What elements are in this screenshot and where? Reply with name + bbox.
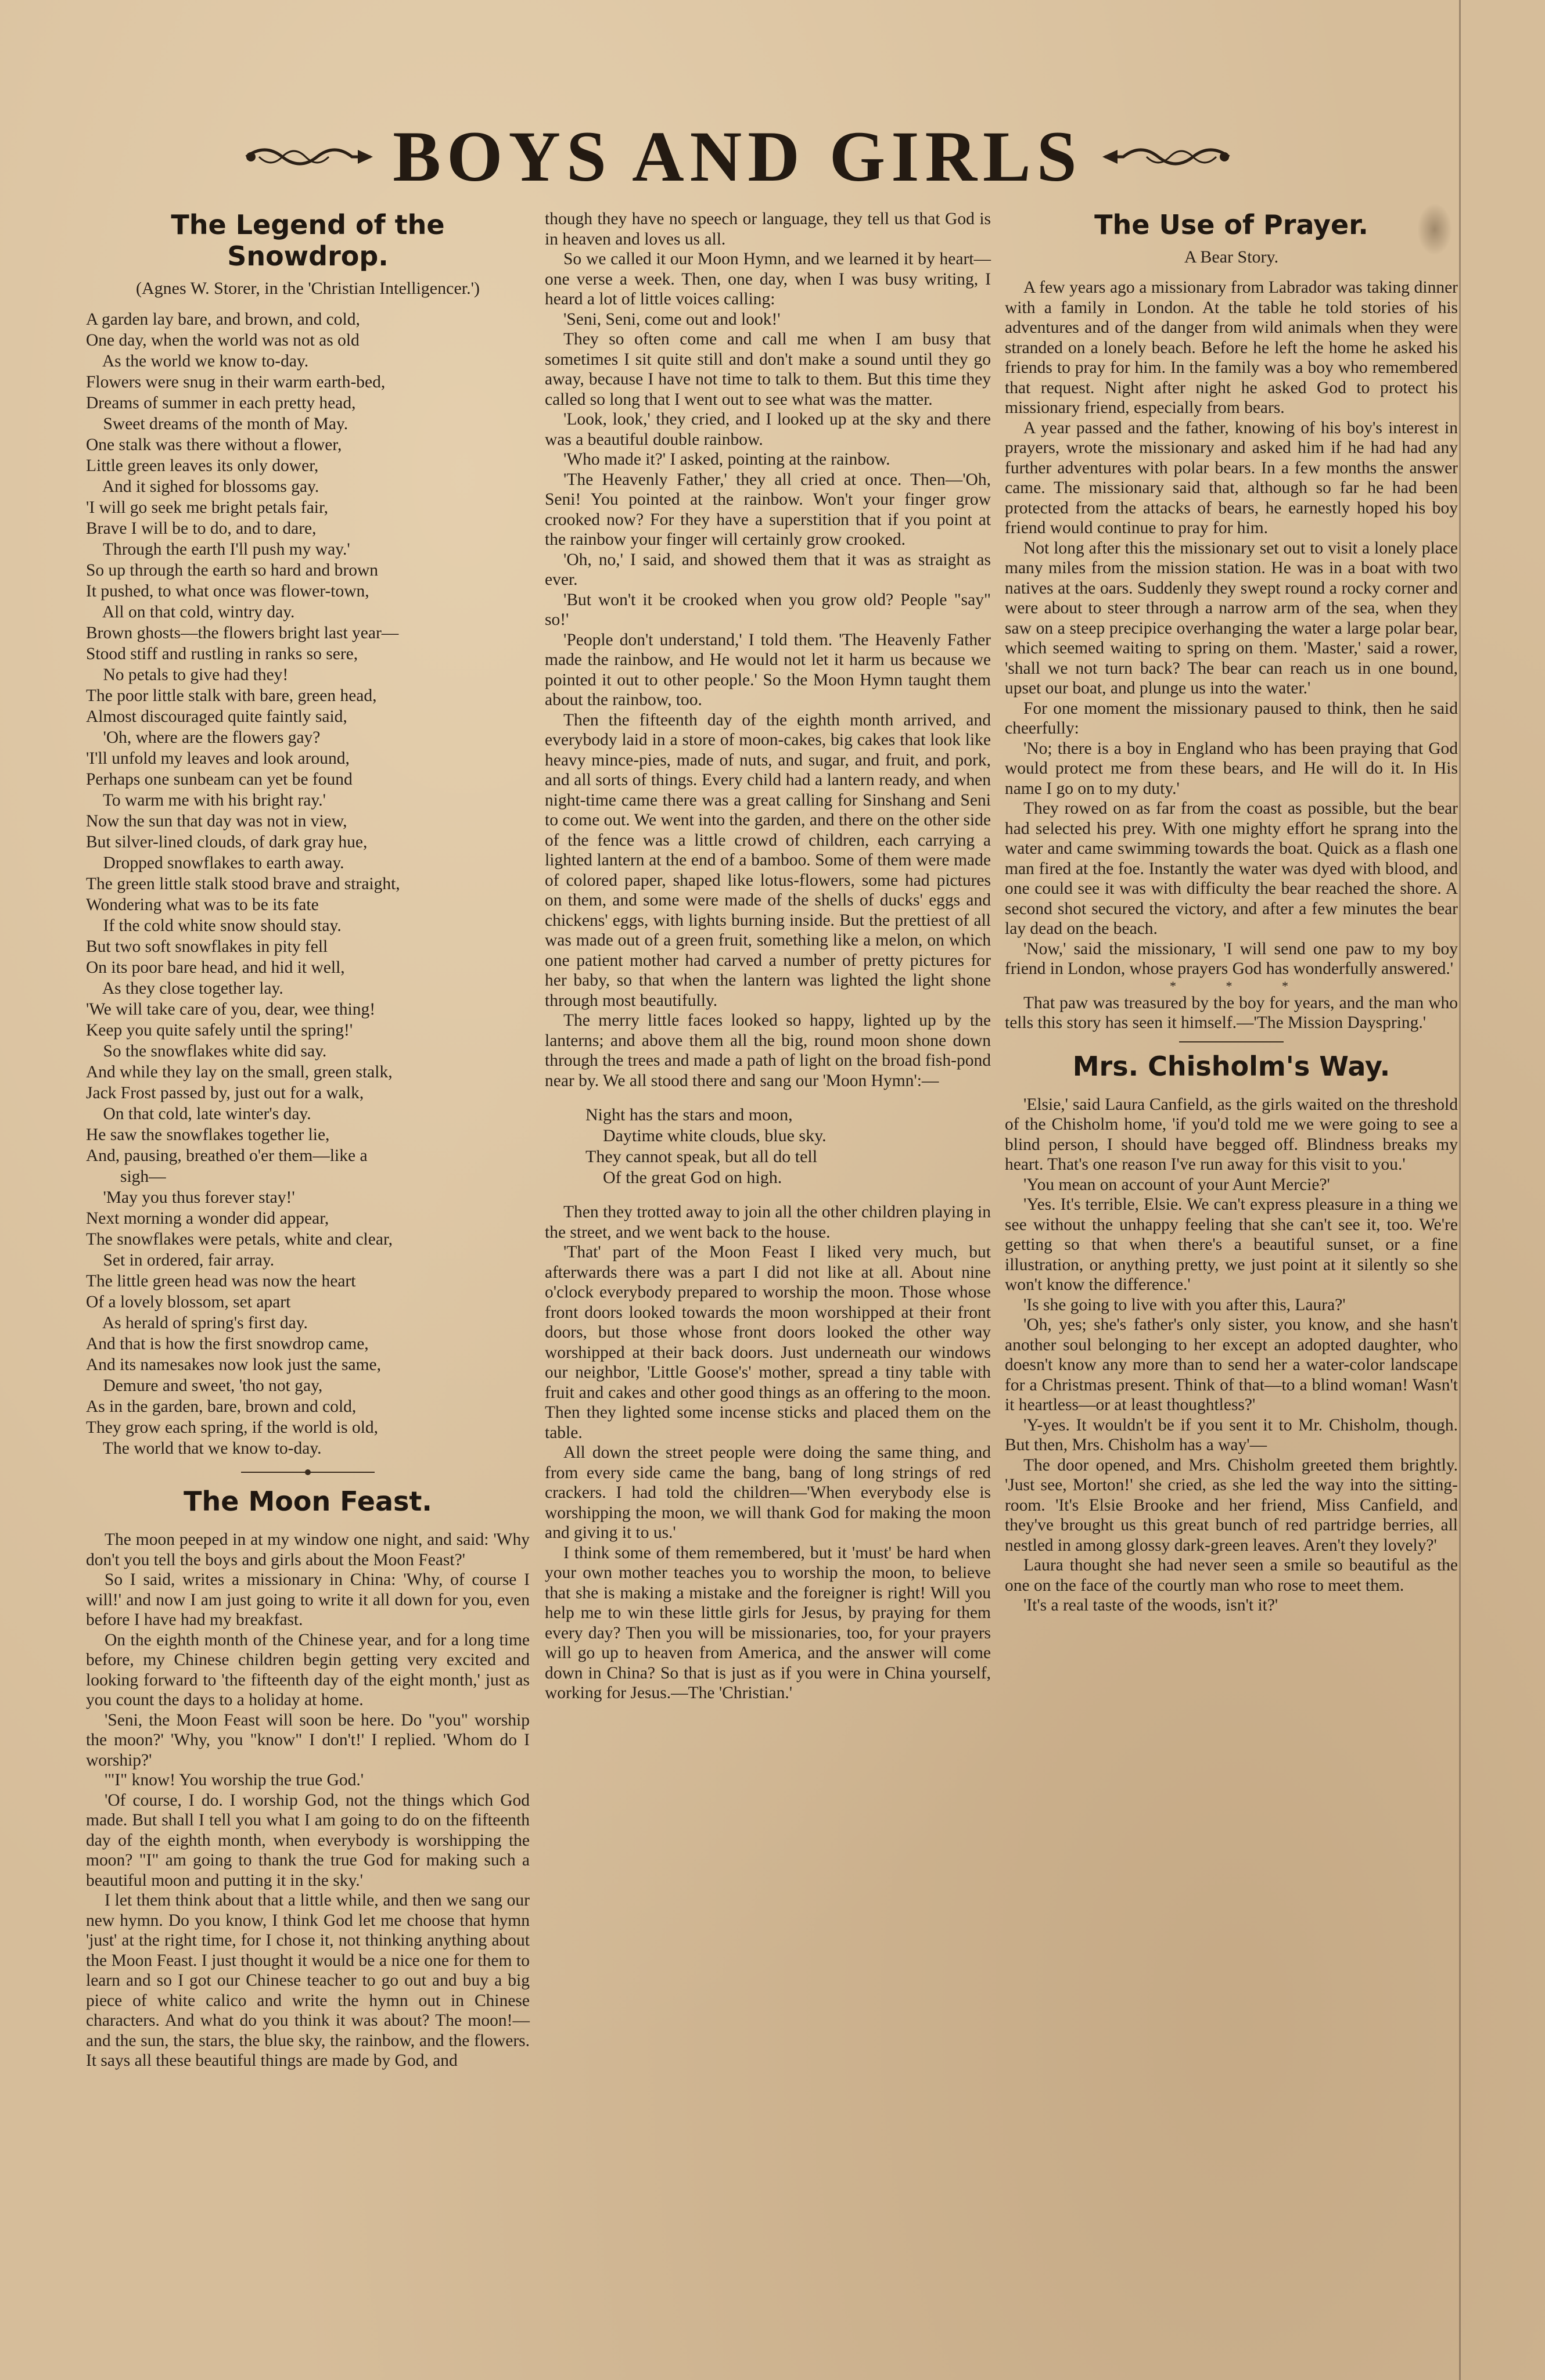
paragraph: Not long after this the missionary set out to visit a lonely place many miles from the mission station. He was in a boat with two natives at the oars. Suddenly they swept round a rocky corner and were about to steer through a narrow arm of the sea, when they saw on a steep precipice overhanging the water a large polar bear, which seemed waiting to spring on them. 'Master,' said a rower, 'shall we not turn back? The bear can reach us in one bound, upset our boat, and plunge us into the water.': [1005, 538, 1458, 698]
right-flourish-ornament: [1100, 139, 1234, 174]
paragraph: The merry little faces looked so happy, lighted up by the lanterns; and above them all the big, round moon shone down through the trees and made a path of light on the broad fish-pond near by. We all stood there and sang our 'Moon Hymn':—: [545, 1011, 991, 1090]
snowdrop-headline: The Legend of the Snowdrop.: [171, 209, 445, 272]
paragraph: 'Y-yes. It wouldn't be if you sent it to Mr. Chisholm, though. But then, Mrs. Chisholm has a way'—: [1005, 1415, 1458, 1454]
moon-feast-headline: The Moon Feast.: [184, 1486, 432, 1517]
paragraph: I let them think about that a little while, and then we sang our new hymn. Do you know, I think God let me choose that hymn 'just' at the right time, for I chose it, not thinking anything about the Moon Feast. I just thought it would be a nice one for them to learn and so I got our Chinese teacher to go out and buy a big piece of white calico and write the hymn out in Chinese characters. And what do you think it was about? The moon!—and the sun, the stars, the blue sky, the rainbow, and the flowers. It says all these beautiful things are made by God, and: [86, 1891, 530, 2070]
paragraph: 'Oh, yes; she's father's only sister, you know, and she hasn't another soul belonging to her except an adopted daughter, who doesn't know any more than to send her a water-color landscape for a Christmas present. Think of that—to a blind woman! Wasn't it heartless—or at least thoughtless?': [1005, 1315, 1458, 1414]
paragraph: 'It's a real taste of the woods, isn't it?': [1023, 1596, 1278, 1615]
paragraph: 'Is she going to live with you after this, Laura?': [1023, 1295, 1346, 1314]
paragraph: A year passed and the father, knowing of his boy's interest in prayers, wrote the missionary and asked him if he had had any further adventures with polar bears. In a few months the answer came. The missionary said that, although so far he had been protected from the attacks of bears, he earnestly hoped his boy friend would continue to pray for him.: [1005, 418, 1458, 537]
moon-feast-body-part1: [86, 1530, 530, 2071]
paragraph: So we called it our Moon Hymn, and we learned it by heart—one verse a week. Then, one day, when I was busy writing, I heard a lot of little voices calling:: [545, 250, 991, 308]
paragraph: For one moment the missionary paused to think, then he said cheerfully:: [1005, 699, 1458, 738]
paragraph: 'Oh, no,' I said, and showed them that it was as straight as ever.: [545, 550, 991, 589]
paragraph: 'People don't understand,' I told them. 'The Heavenly Father made the rainbow, and He would not let it harm us because we pointed it out to other people.' So the Moon Hymn taught them about the rainbow, too.: [545, 630, 991, 709]
paragraph: 'Seni, the Moon Feast will soon be here. Do "you" worship the moon?' 'Why, you "know" I don't!' I replied. 'Whom do I worship?': [86, 1710, 530, 1770]
snowdrop-poem: A garden lay bare, and brown, and cold, One day, when the world was not as old As the world we know to-day. Flowers were snug in their warm earth-bed, Dreams of summer in each pretty head, Sweet dreams of the month of May. One stalk was there without a flower, Little green leaves its only dower, And it sighed for blossoms gay. 'I will go seek me bright petals fair, Brave I will be to do, and to dare, Through the earth I'll push my way.' So up through the earth so hard and brown It pushed, to what once was flower-town, All on that cold, wintry day. Brown ghosts—the flowers bright last year— Stood stiff and rustling in ranks so sere, No petals to give had they! The poor little stalk with bare, green head, Almost discouraged quite faintly said, 'Oh, where are the flowers gay? 'I'll unfold my leaves and look around, Perhaps one sunbeam can yet be found To warm me with his bright ray.' Now the sun that day was not in view, But silver-lined clouds, of dark gray hue, Dropped snowflakes to earth away. The green little stalk stood brave and straight, Wondering what was to be its fate If the cold white snow should stay. But two soft snowflakes in pity fell On its poor bare head, and hid it well, As they close together lay. 'We will take care of you, dear, wee thing! Keep you quite safely until the spring!' So the snowflakes white did say. And while they lay on the small, green stalk, Jack Frost passed by, just out for a walk, On that cold, late winter's day. He saw the snowflakes together lie, And, pausing, breathed o'er them—like a sigh— 'May you thus forever stay!' Next morning a wonder did appear, The snowflakes were petals, white and clear, Set in ordered, fair array. The little green head was now the heart Of a lovely blossom, set apart As herald of spring's first day. And that is how the first snowdrop came, And its namesakes now look just the same, Demure and sweet, 'tho not gay, As in the garden, bare, brown and cold, They grow each spring, if the world is old, The world that we know to-day.: [86, 310, 400, 1458]
paragraph: The door opened, and Mrs. Chisholm greeted them brightly. 'Just see, Morton!' she cried, as she led the way into the sitting-room. 'It's Elsie Brooke and her friend, Miss Canfield, and they've brought us this great bunch of red partridge berries, all nestled in among glossy dark-green leaves. Aren't they lovely?': [1005, 1455, 1458, 1555]
prayer-body: [1005, 278, 1458, 1033]
paragraph: Then the fifteenth day of the eighth month arrived, and everybody laid in a store of moon-cakes, big cakes that look like heavy mince-pies, made of nuts, and sugar, and fruit, and pork, and all sorts of things. Every child had a lantern ready, and when night-time came there was a great calling for Sinshang and Seni to come out. We went into the garden, and there on the other side of the fence was a little crowd of children, each carrying a lighted lantern at the end of a bamboo. Some of them were made of colored paper, shaped like lotus-flowers, some had pictures on them, and some were made of the shells of ducks' eggs and chickens' eggs, with lights burning inside. But the prettiest of all was made out of a green fruit, something like a melon, on which one patient mother had carved a number of pretty pictures for her baby, so that when the lantern was lighted the light shone through most beautifully.: [545, 710, 991, 1010]
paragraph: They so often come and call me when I am busy that sometimes I sit quite still and don't make a sound until they go away, because I have not time to talk to them. But this time they called so long that I went out to see what was the matter.: [545, 330, 991, 409]
snowdrop-byline: (Agnes W. Storer, in the 'Christian Intelligencer.'): [136, 279, 480, 298]
moon-feast-body-part3: [545, 1202, 991, 1703]
paragraph: 'Who made it?' I asked, pointing at the rainbow.: [563, 450, 890, 469]
masthead: [192, 116, 1284, 197]
paragraph: Then they trotted away to join all the other children playing in the street, and we went back to the house.: [545, 1203, 991, 1242]
paragraph: Laura thought she had never seen a smile so beautiful as the one on the face of the courtly man who rose to meet them.: [1005, 1556, 1458, 1595]
paragraph: 'You mean on account of your Aunt Mercie?': [1023, 1175, 1330, 1194]
column-left: [86, 209, 530, 2071]
paragraph: That paw was treasured by the boy for years, and the man who tells this story has seen it himself.—'The Mission Dayspring.': [1005, 993, 1458, 1032]
prayer-subtitle: A Bear Story.: [1184, 247, 1279, 267]
chisholm-body: [1005, 1095, 1458, 1616]
left-flourish-ornament: [242, 139, 375, 174]
column-middle: [545, 209, 991, 1703]
paragraph: though they have no speech or language, they tell us that God is in heaven and loves us all.: [545, 210, 991, 249]
chisholm-headline: Mrs. Chisholm's Way.: [1072, 1050, 1390, 1082]
section-break-stars: * * *: [1170, 978, 1312, 993]
moon-hymn-verse: Night has the stars and moon, Daytime white clouds, blue sky. They cannot speak, but all do tell Of the great God on high.: [585, 1105, 827, 1187]
paragraph: 'No; there is a boy in England who has been praying that God would protect me from these bears, and He will do it. In His name I go on to my duty.': [1005, 739, 1458, 798]
paragraph: I think some of them remembered, but it 'must' be hard when your own mother teaches you to worship the moon, to believe that she is making a mistake and the foreigner is right! Will you help me to win these little girls for Jesus, by praying for them every day? Then you will be missionaries, too, for your prayers will go up to heaven from America, and the answer will come down in China? So that is just as if you were in China yourself, working for Jesus.—The 'Christian.': [545, 1543, 991, 1702]
page-edge-rule: [1459, 0, 1461, 2380]
section-title: BOYS AND GIRLS: [393, 117, 1083, 196]
paragraph: 'Look, look,' they cried, and I looked up at the sky and there was a beautiful double rainbow.: [545, 410, 991, 449]
paragraph: 'Of course, I do. I worship God, not the things which God made. But shall I tell you what I am going to do on the fifteenth day of the eighth month, when everybody is worshipping the moon? "I" am going to thank the true God for making such a beautiful moon and putting it in the sky.': [86, 1791, 530, 1890]
paragraph: 'The Heavenly Father,' they all cried at once. Then—'Oh, Seni! You pointed at the rainbow. Won't your finger grow crooked now? For they have a superstition that if you point at the rainbow your finger will certainly grow crooked.: [545, 470, 991, 549]
paragraph: So I said, writes a missionary in China: 'Why, of course I will!' and now I am just going to write it all down for you, even before I have had my breakfast.: [86, 1570, 530, 1629]
paragraph: They rowed on as far from the coast as possible, but the bear had selected his prey. With one mighty effort he sprang into the water and came swimming towards the boat. Quick as a flash one man fired at the foe. Instantly the water was dyed with blood, and one could see it was with difficulty the bear reached the shore. A second shot secured the victory, and after a few minutes the bear lay dead on the beach.: [1005, 799, 1458, 938]
paragraph: On the eighth month of the Chinese year, and for a long time before, my Chinese children begin getting very excited and looking forward to 'the fifteenth day of the eight month,' just as you count the days to a holiday at home.: [86, 1630, 530, 1709]
paragraph: 'Elsie,' said Laura Canfield, as the girls waited on the threshold of the Chisholm home, 'if you'd told me we were going to see a blind person, I should have begged off. Blindness breaks my heart. That's one reason I've run away for this visit to you.': [1005, 1095, 1458, 1174]
paragraph: 'Seni, Seni, come out and look!': [563, 310, 781, 329]
prayer-headline: The Use of Prayer.: [1094, 209, 1368, 240]
paragraph: 'But won't it be crooked when you grow old? People "say" so!': [545, 590, 991, 629]
paragraph: 'Now,' said the missionary, 'I will send one paw to my boy friend in London, whose prayers God has wonderfully answered.': [1005, 939, 1458, 978]
section-divider: [241, 1468, 375, 1476]
paragraph: A few years ago a missionary from Labrador was taking dinner with a family in London. At the table he told stories of his adventures and of the danger from wild animals when they were stranded on a lonely beach. Before he left the home he asked his friends to pray for him. In the family was a boy who remembered that request. Night after night he asked God to protect his missionary friend, especially from bears.: [1005, 278, 1458, 417]
paragraph: 'That' part of the Moon Feast I liked very much, but afterwards there was a part I did not like at all. About nine o'clock everybody prepared to worship the moon. Those whose front doors looked towards the moon worshipped at their front doors, but those whose front doors looked the other way worshipped at their back doors. Just underneath our windows our neighbor, 'Little Goose's' mother, spread a tiny table with fruit and cakes and other good things as an offering to the moon. Then they lighted some incense sticks and placed them on the table.: [545, 1243, 991, 1442]
moon-feast-body-part2: [545, 209, 991, 1091]
paragraph: 'Yes. It's terrible, Elsie. We can't express pleasure in a thing we see without the unhappy feeling that she can't see it, too. We're getting so that when there's a beautiful sunset, or a fine illustration, or anything pretty, we just point at it silently so she won't know the difference.': [1005, 1195, 1458, 1294]
paragraph: All down the street people were doing the same thing, and from every side came the bang, bang of long strings of red crackers. I had told the children—'When everybody else is worshipping the moon, we will thank God for making the moon and giving it to us.': [545, 1443, 991, 1542]
column-right: [1005, 209, 1458, 1616]
paragraph: The moon peeped in at my window one night, and said: 'Why don't you tell the boys and girls about the Moon Feast?': [86, 1530, 530, 1569]
paragraph: '"I" know! You worship the true God.': [105, 1771, 364, 1789]
section-divider: [1179, 1041, 1284, 1042]
